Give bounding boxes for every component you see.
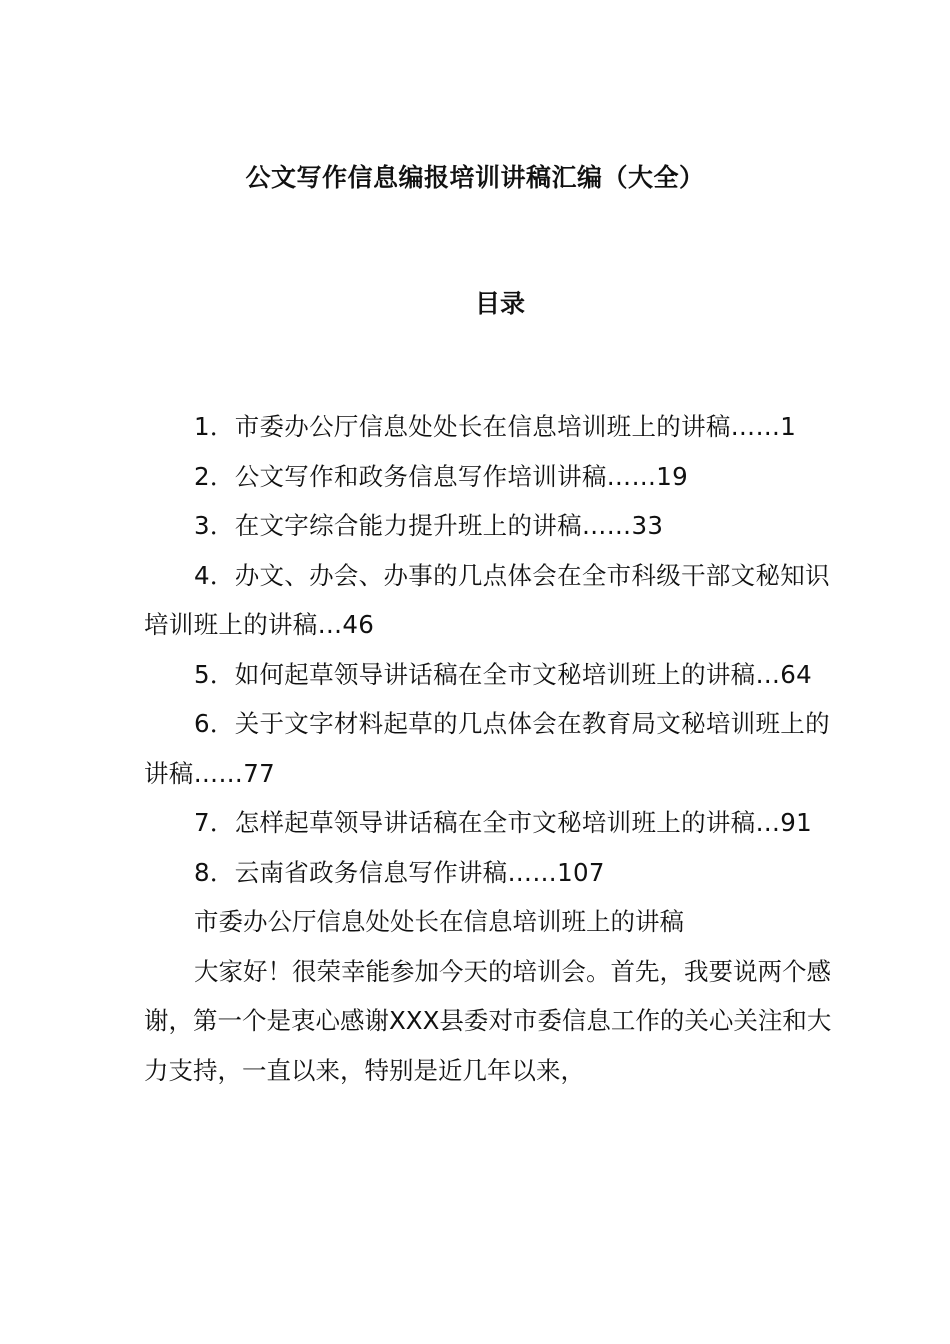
toc-entry-3: 3．在文字综合能力提升班上的讲稿……33 <box>194 511 664 540</box>
toc-entry-2: 2．公文写作和政务信息写作培训讲稿……19 <box>194 461 689 491</box>
document-body <box>144 402 834 1095</box>
toc-entry-8: 8．云南省政务信息写作讲稿……107 <box>194 857 605 887</box>
toc-entry-5: 5．如何起草领导讲话稿在全市文秘培训班上的讲稿…64 <box>194 659 813 689</box>
toc-entry-7: 7．怎样起草领导讲话稿在全市文秘培训班上的讲稿…91 <box>194 808 813 837</box>
toc-entry-4: 4．办文、办会、办事的几点体会在全市科级干部文秘知识培训班上的讲稿…46 <box>144 560 830 639</box>
body-paragraph: 大家好！很荣幸能参加今天的培训会。首先，我要说两个感谢，第一个是衷心感谢XXX县委对市委信息工作的关心关注和大力支持，一直以来，特别是近几年以来， <box>144 956 832 1085</box>
toc-heading: 目录 <box>474 289 525 318</box>
toc-entry-1: 1．市委办公厅信息处处长在信息培训班上的讲稿……1 <box>194 412 797 441</box>
section-title: 市委办公厅信息处处长在信息培训班上的讲稿 <box>194 907 684 936</box>
document-title: 公文写作信息编报培训讲稿汇编（大全） <box>245 163 705 192</box>
toc-entry-6: 6．关于文字材料起草的几点体会在教育局文秘培训班上的讲稿……77 <box>144 709 830 788</box>
